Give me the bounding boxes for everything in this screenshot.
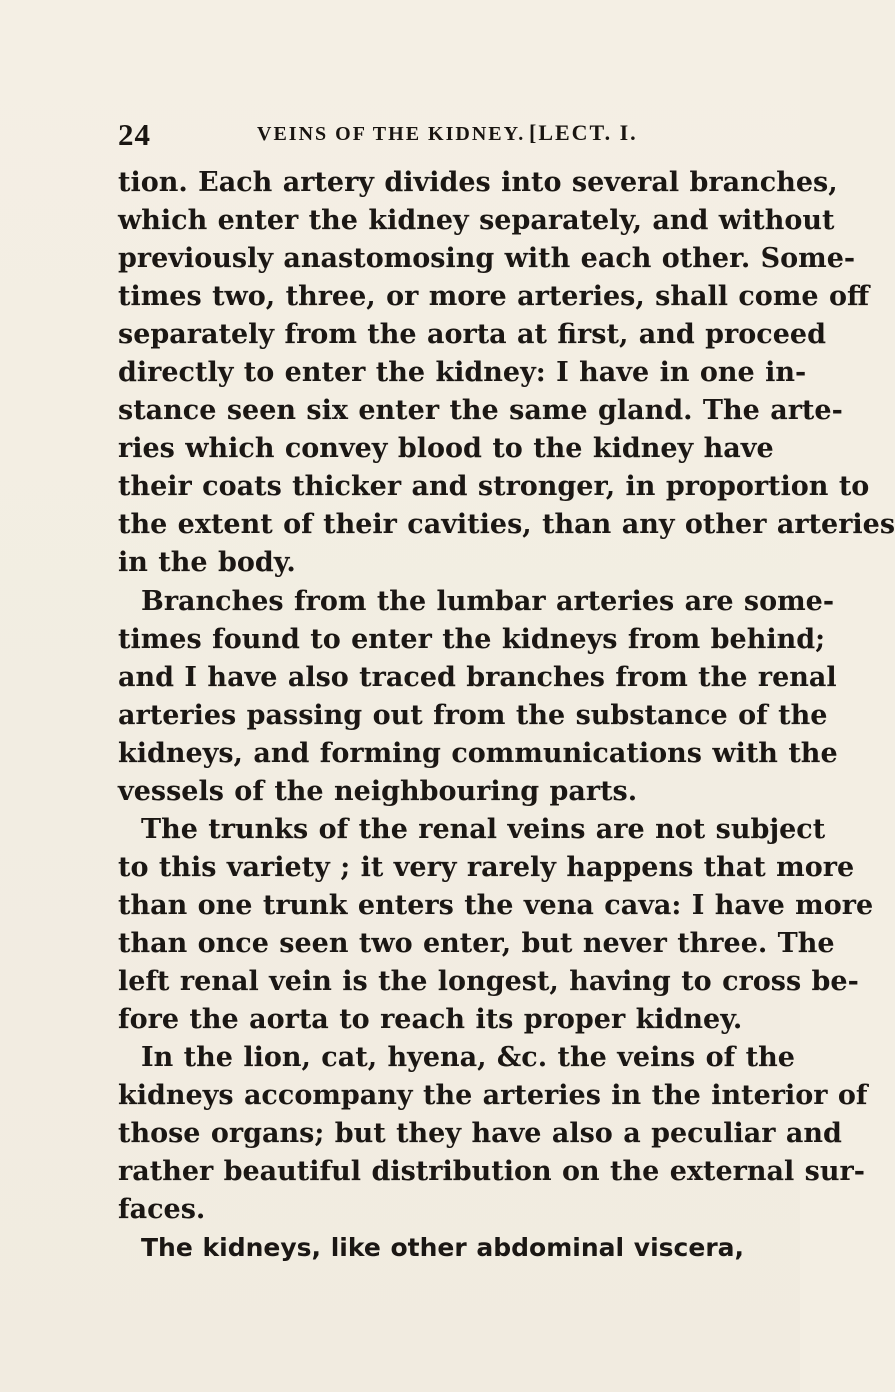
text-line: kidneys, and forming communications with the (118, 737, 838, 769)
paragraph-start-line: The trunks of the renal veins are not subject (141, 813, 826, 845)
paragraph-start-line: In the lion, cat, hyena, &c. the veins of the (141, 1042, 795, 1074)
text-line: stance seen six enter the same gland. The arte- (118, 395, 843, 427)
text-line: rather beautiful distribution on the external sur- (118, 1156, 865, 1188)
text-line: than once seen two enter, but never three. The (118, 927, 835, 959)
text-line: times two, three, or more arteries, shall come off (118, 281, 870, 313)
paragraph-end-line: fore the aorta to reach its proper kidney. (118, 1004, 743, 1036)
text-line: which enter the kidney separately, and without (118, 205, 835, 237)
text-line: their coats thicker and stronger, in proportion to (118, 471, 870, 503)
paragraph-start-line: Branches from the lumbar arteries are some- (141, 585, 835, 617)
text-line: ries which convey blood to the kidney have (118, 433, 774, 465)
text-line: tion. Each artery divides into several branches, (118, 167, 838, 198)
paragraph-end-line: faces. (118, 1194, 206, 1226)
catchword-line: The kidneys, like other abdominal viscera, (141, 1233, 745, 1263)
paragraph-end-line: vessels of the neighbouring parts. (118, 775, 638, 807)
text-line: separately from the aorta at first, and proceed (118, 319, 826, 351)
paragraph-end-line: in the body. (118, 547, 296, 579)
text-line: arteries passing out from the substance of the (118, 699, 828, 731)
text-line: kidneys accompany the arteries in the interior of (118, 1080, 868, 1112)
text-line: and I have also traced branches from the renal (118, 661, 837, 693)
text-line: previously anastomosing with each other. Some- (118, 243, 856, 275)
lecture-label: [LECT. I. (529, 120, 638, 145)
text-line: the extent of their cavities, than any other arteries (118, 509, 895, 541)
text-line: times found to enter the kidneys from behind; (118, 623, 826, 655)
page-number: 24 (118, 117, 151, 152)
text-line: those organs; but they have also a peculiar and (118, 1118, 842, 1150)
text-line: than one trunk enters the vena cava: I have more (118, 889, 874, 921)
page-header (118, 117, 722, 157)
running-title: VEINS OF THE KIDNEY. (257, 123, 526, 145)
text-line: left renal vein is the longest, having to cross be- (118, 965, 859, 997)
text-line: directly to enter the kidney: I have in one in- (118, 357, 807, 389)
body-text (118, 164, 895, 1267)
text-line: to this variety ; it very rarely happens that more (118, 851, 855, 883)
